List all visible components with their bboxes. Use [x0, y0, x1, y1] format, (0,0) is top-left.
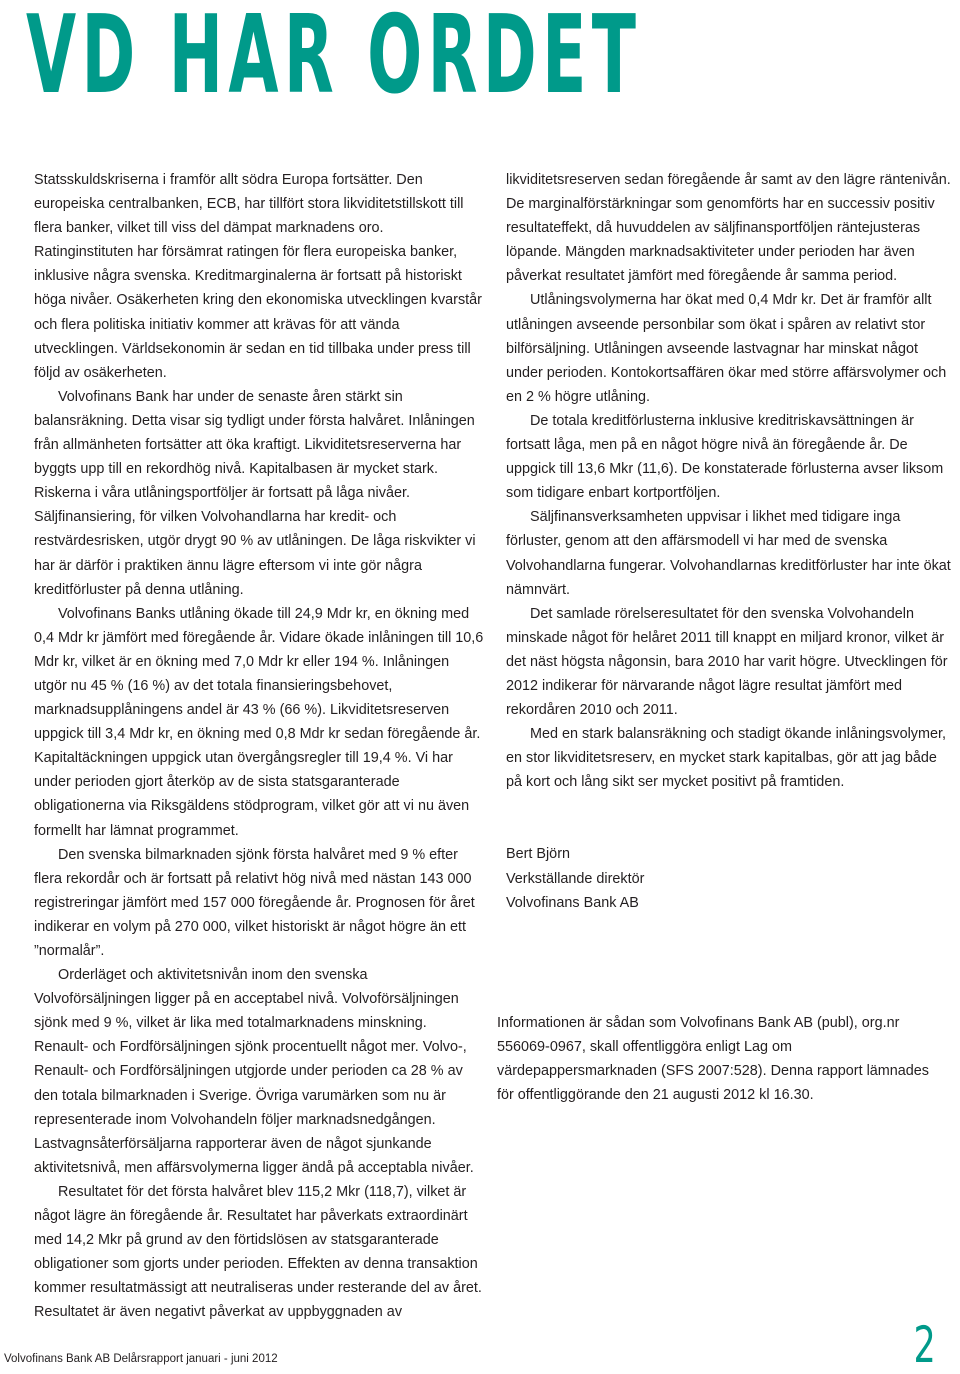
- paragraph: Orderläget och aktivitetsnivån inom den svenska Volvoförsäljningen ligger på en acceptabel nivå. Volvoförsäljningen sjönk med 9 %, vilket är lika med totalmarknadens minskning. Renault- och Fordförsäljningen sjönk procentuellt något mer. Volvo-, Renault- och Fordförsäljningen utgjorde under perioden ca 28 % av den totala bilmarknaden i Sverige. Övriga varumärken som nu är representerade inom Volvohandeln följer marknadsnedgången. Lastvagnsåterförsäljarna rapporterar även de något sjunkande aktivitetsnivå, men affärsvolymerna ligger ändå på acceptabla nivåer.: [34, 967, 474, 1176]
- signature-name: Bert Björn: [506, 846, 570, 863]
- footer: [4, 1352, 278, 1366]
- signature-block: [506, 842, 956, 914]
- spacer: [506, 794, 956, 842]
- paragraph: Resultatet för det första halvåret blev 115,2 Mkr (118,7), vilket är något lägre än föregående år. Resultatet har påverkats extraordinärt med 14,2 Mkr på grund av den förtidslösen av statsgaranterade obligationer som gjorts under perioden. Effekten av denna transaktion kommer resultatmässigt att neutraliseras under resterande del av året. Resultatet är även negativt påverkat av uppbyggnaden av: [34, 1183, 482, 1321]
- paragraph: Volvofinans Banks utlåning ökade till 24,9 Mdr kr, en ökning med 0,4 Mdr kr jämfört med föregående år. Vidare ökade inlåningen till 10,6 Mdr kr, vilket är en ökning med 7,0 Mdr kr eller 194 %. Inlåningen utgör nu 45 % (16 %) av det totala finansieringsbehovet, marknadsupplåningens andel är 43 % (66 %). Likviditetsreserven uppgick till 3,4 Mdr kr, en ökning med 0,8 Mdr kr sedan föregående år. Kapitaltäckningen uppgick utan övergångsregler till 19,4 %. Vi har under perioden gjort återköp av de sista statsgaranterade obligationerna via Riksgäldens stödprogram, vilket gör att vi nu även formellt har lämnat programmet.: [34, 605, 484, 839]
- legal-notice: [497, 1011, 947, 1107]
- paragraph: likviditetsreserven sedan föregående år samt av den lägre räntenivån. De marginalförstärkningar som genomförts har en successiv positiv resultateffekt, då huvuddelen av säljfinansportföljen räntejusteras löpande. Mängden marknadsaktiviteter under perioden har även påverkat resultatet jämfört med föregående år samma period.: [506, 172, 951, 285]
- paragraph: Säljfinansverksamheten uppvisar i likhet med tidigare inga förluster, genom att den affärsmodell vi har med de svenska Volvohandlarna fungerar. Volvohandlarnas kreditförluster har inte ökat nämnvärt.: [506, 509, 951, 598]
- paragraph: Med en stark balansräkning och stadigt ökande inlåningsvolymer, en stor likviditetsreserv, en mycket stark kapitalbas, gör att jag både på kort och lång sikt ser mycket positivt på framtiden.: [506, 726, 946, 791]
- footer-company: Volvofinans Bank AB: [4, 1353, 111, 1365]
- page-number: 2: [913, 1316, 936, 1374]
- signature-role: Verkställande direktör: [506, 870, 645, 887]
- paragraph: Den svenska bilmarknaden sjönk första halvåret med 9 % efter flera rekordår och är fortsatt på relativt hög nivå med nästan 143 000 registreringar jämfört med 157 000 föregående år. Prognosen för året indikerar en volym på 270 000, vilket historiskt är något högre än ett ”normalår”.: [34, 846, 475, 959]
- paragraph: Utlåningsvolymerna har ökat med 0,4 Mdr kr. Det är framför allt utlåningen avseende personbilar som ökat i spåren av relativt stor bilförsäljning. Utlåningen avseende lastvagnar har minskat något under perioden. Kontokortsaffären ökar med större affärsvolymer och en 2 % högre utlåning.: [506, 292, 947, 405]
- paragraph: De totala kreditförlusterna inklusive kreditriskavsättningen är fortsatt låga, men på en något högre nivå än föregående år. De uppgick till 13,6 Mkr (11,6). De konstaterade förlusterna avser liksom som tidigare enbart kortportföljen.: [506, 412, 944, 502]
- paragraph: Statsskuldskriserna i framför allt södra Europa fortsätter. Den europeiska centralbanken, ECB, har tillfört stora likviditetstillskott till flera banker, vilket till viss del dämpat marknadens oro. Ratinginstituten har försämrat ratingen för flera europeiska banker, inklusive några svenska. Kreditmarginalerna är fortsatt på historiskt höga nivåer. Osäkerheten kring den ekonomiska utvecklingen kvarstår och flera politiska initiativ kommer att krävas för att vända utvecklingen. Världsekonomin är sedan en tid tillbaka under press till följd av osäkerheten.: [34, 172, 482, 381]
- page-title: VD HAR ORDET: [26, 0, 642, 118]
- legal-notice-text: Informationen är sådan som Volvofinans Bank AB (publ), org.nr 556069-0967, skall offentliggöra enligt Lag om värdepappersmarknaden (SFS 2007:528). Denna rapport lämnades för offentliggörande den 21 augusti 2012 kl 16.30.: [497, 1015, 929, 1104]
- signature-company: Volvofinans Bank AB: [506, 894, 639, 911]
- footer-report: Delårsrapport januari - juni 2012: [113, 1353, 278, 1365]
- left-column: [34, 168, 484, 1325]
- paragraph: Volvofinans Bank har under de senaste åren stärkt sin balansräkning. Detta visar sig tydligt under första halvåret. Inlåningen från allmänheten fortsätter att öka kraftigt. Likviditetsreserverna har byggts upp till en rekordhög nivå. Kapitalbasen är mycket stark. Riskerna i våra utlåningsportföljer är fortsatt på låga nivåer. Säljfinansiering, för vilken Volvohandlarna har kredit- och restvärdesrisken, utgör drygt 90 % av utlåningen. De låga riskvikter vi har är därför i praktiken ännu lägre eftersom vi inte gör några kreditförluster på denna utlåning.: [34, 388, 476, 598]
- right-column: [506, 168, 956, 915]
- paragraph: Det samlade rörelseresultatet för den svenska Volvohandeln minskade något för helåret 2011 till knappt en miljard kronor, vilket är det näst högsta någonsin, bara 2010 har varit högre. Utvecklingen för 2012 indikerar för närvarande något lägre resultat jämfört med rekordåren 2010 och 2011.: [506, 605, 948, 719]
